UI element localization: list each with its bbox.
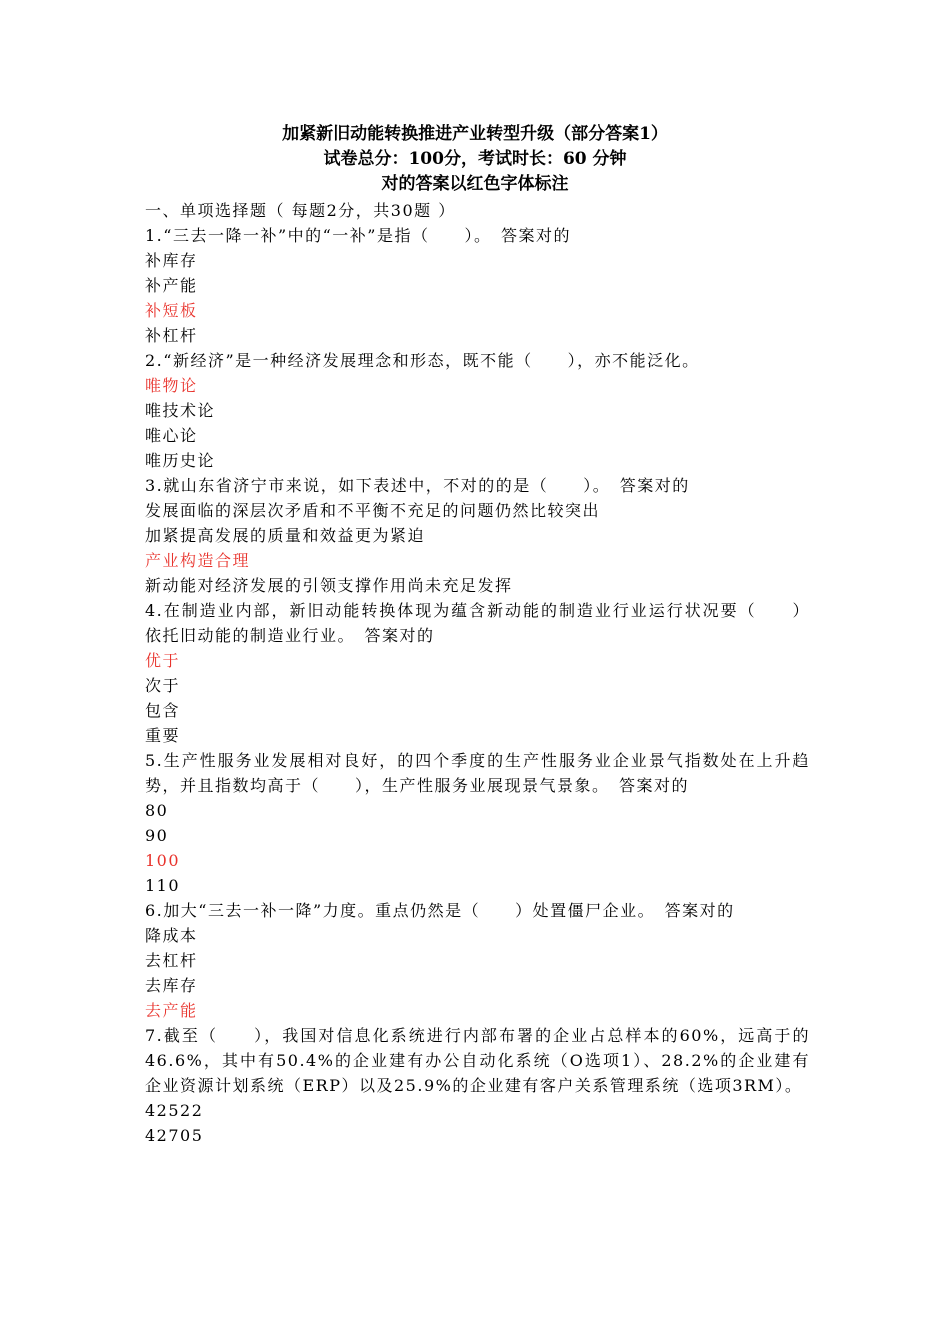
answer-option: 唯技术论 [145,401,216,420]
answer-option: 补产能 [145,276,198,295]
correct-answer-option: 补短板 [145,301,198,320]
question-stem: 3.就山东省济宁市来说，如下表述中，不对的的是（ ）。 答案对的 [145,476,690,495]
answer-option: 新动能对经济发展的引领支撑作用尚未充足发挥 [145,576,513,595]
question-stem: 2.“新经济”是一种经济发展理念和形态，既不能（ ），亦不能泛化。 [145,351,700,370]
answer-option: 补库存 [145,251,198,270]
answer-option: 加紧提高发展的质量和效益更为紧迫 [145,526,426,545]
section-title: 一、单项选择题（ 每题2分，共30题 ） [145,201,456,220]
document-title: 加紧新旧动能转换推进产业转型升级（部分答案1） [282,124,668,144]
answer-option: 唯历史论 [145,451,216,470]
correct-answer-option: 去产能 [145,1001,198,1020]
answer-option: 42522 [145,1101,204,1120]
question-stem: 7.截至（ ），我国对信息化系统进行内部布署的企业占总样本的60%，远高于的46.6%，其中有50.4%的企业建有办公自动化系统（O选项1）、28.2%的企业建有企业资源计划系统（ERP）以及25.9%的企业建有客户关系管理系统（选项3RM）。 [145,1026,810,1095]
answer-option: 110 [145,876,181,895]
question-stem: 5.生产性服务业发展相对良好，的四个季度的生产性服务业企业景气指数处在上升趋势，并且指数均高于（ ），生产性服务业展现景气景象。 答案对的 [145,751,810,795]
answer-option: 补杠杆 [145,326,198,345]
correct-answer-option: 产业构造合理 [145,551,251,570]
answer-option: 42705 [145,1126,204,1145]
correct-answer-option: 唯物论 [145,376,198,395]
answer-option: 重要 [145,726,181,745]
answer-option: 发展面临的深层次矛盾和不平衡不充足的问题仍然比较突出 [145,501,601,520]
answer-option: 唯心论 [145,426,198,445]
correct-answer-option: 优于 [145,651,181,670]
answer-option: 80 [145,801,169,820]
answer-option: 降成本 [145,926,198,945]
question-list [145,198,810,1148]
answer-option: 包含 [145,701,181,720]
question-stem: 6.加大“三去一补一降”力度。重点仍然是（ ）处置僵尸企业。 答案对的 [145,901,735,920]
document-header [0,122,950,197]
answer-option: 次于 [145,676,181,695]
exam-info: 试卷总分：100分，考试时长：60 分钟 [323,149,627,169]
answer-note: 对的答案以红色字体标注 [381,174,569,194]
correct-answer-option: 100 [145,851,181,870]
question-stem: 1.“三去一降一补”中的“一补”是指（ ）。 答案对的 [145,226,571,245]
answer-option: 90 [145,826,169,845]
question-stem: 4.在制造业内部，新旧动能转换体现为蕴含新动能的制造业行业运行状况要（ ）依托旧动能的制造业行业。 答案对的 [145,601,810,645]
answer-option: 去库存 [145,976,198,995]
answer-option: 去杠杆 [145,951,198,970]
